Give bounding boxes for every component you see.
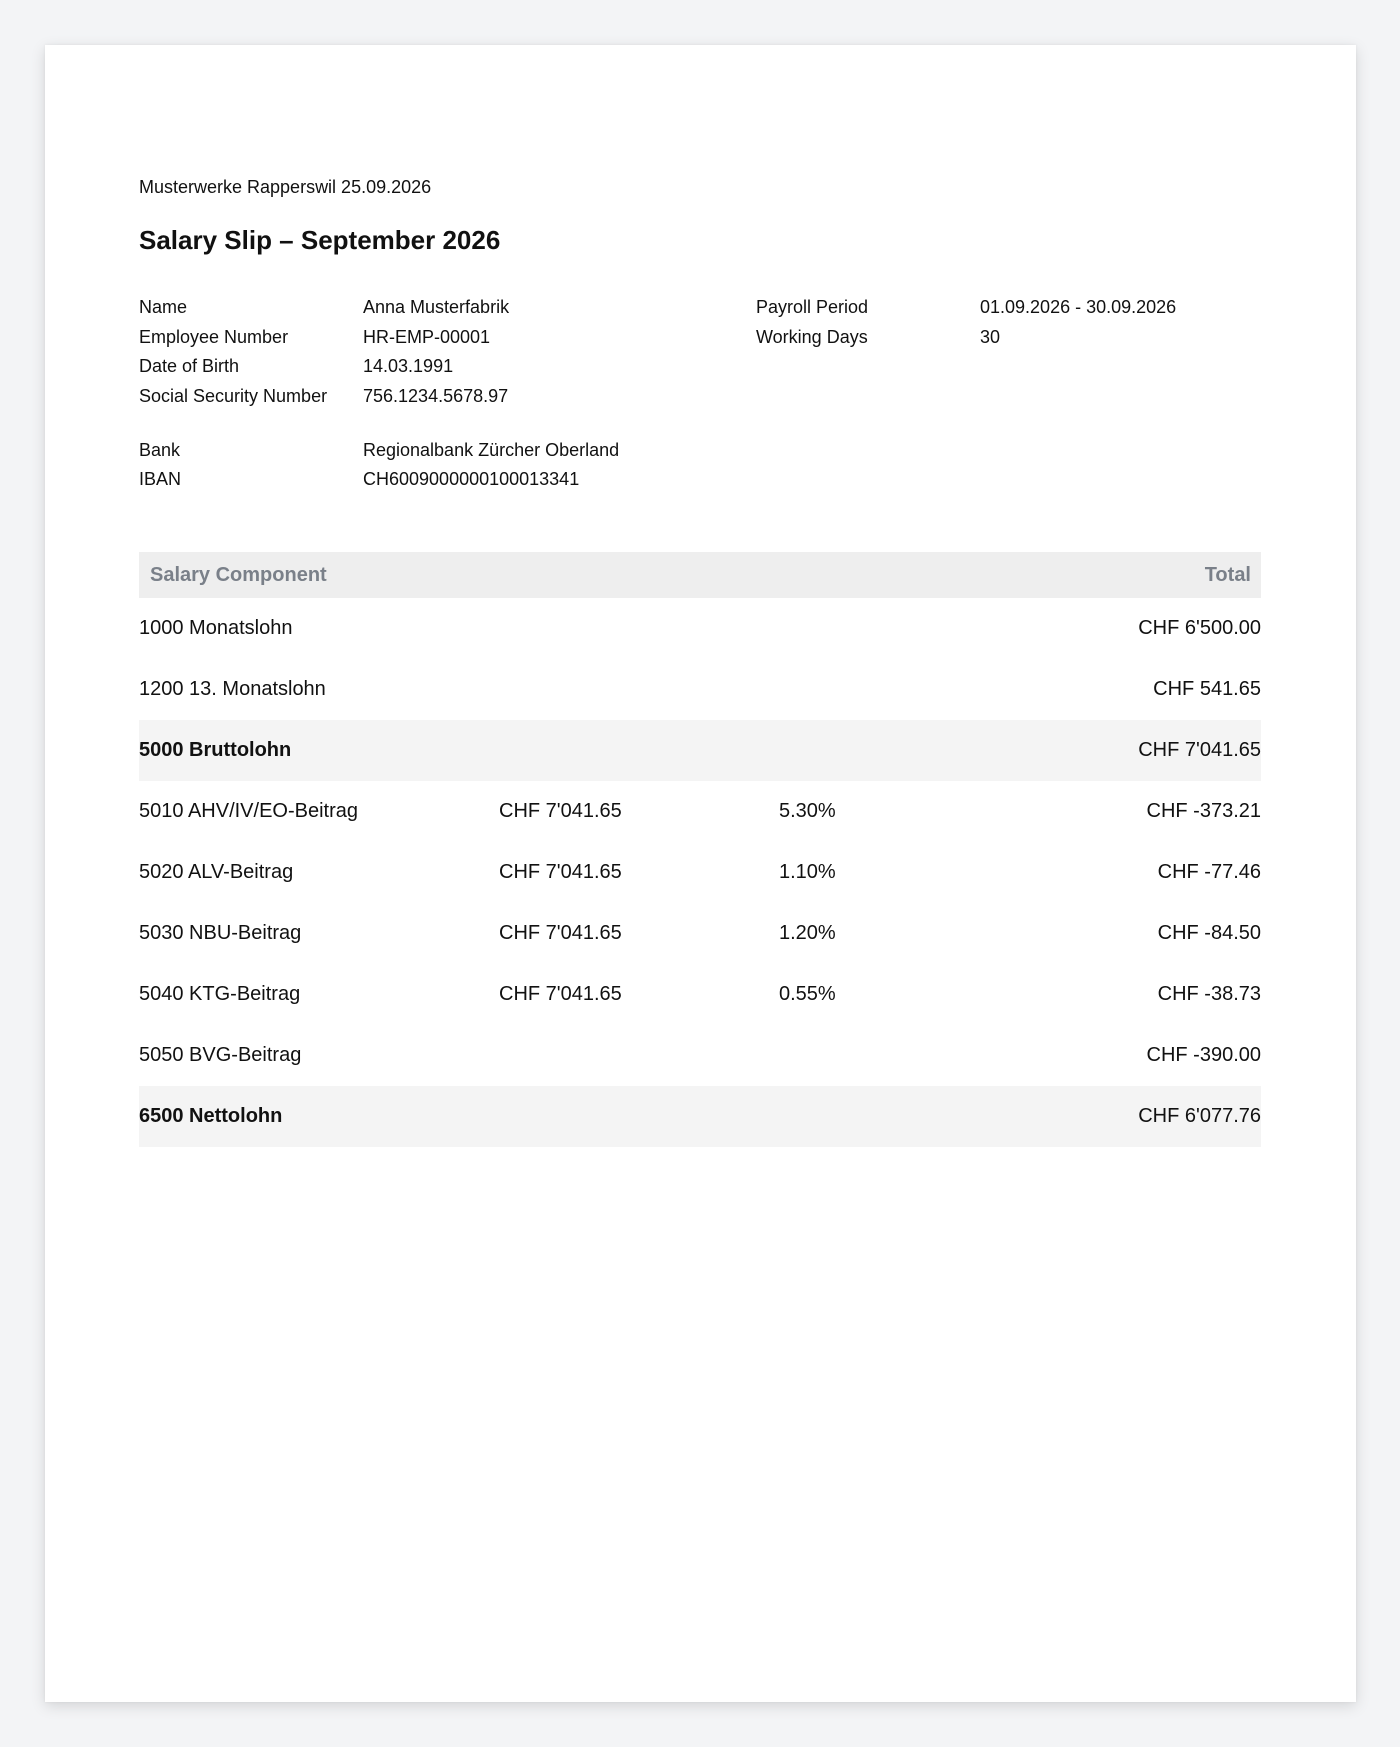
document-header-line: Musterwerke Rapperswil 25.09.2026	[139, 177, 432, 197]
info-label: IBAN	[139, 469, 182, 489]
table-row	[139, 903, 1261, 964]
salary-amount: CHF -77.46	[1157, 861, 1261, 883]
table-row	[139, 842, 1261, 903]
salary-amount: CHF -84.50	[1157, 922, 1261, 944]
employee-name: Anna Musterfabrik	[363, 297, 510, 317]
salary-amount: CHF 6'500.00	[1138, 617, 1261, 639]
salary-component: 1000 Monatslohn	[139, 617, 293, 639]
salary-amount: CHF -390.00	[1146, 1044, 1261, 1066]
salary-amount: CHF 7'041.65	[1138, 739, 1261, 761]
salary-component: 5030 NBU-Beitrag	[139, 922, 302, 944]
working-days: 30	[980, 327, 1001, 347]
salary-amount: CHF -373.21	[1146, 800, 1261, 822]
salary-component: 6500 Nettolohn	[139, 1105, 283, 1127]
table-row	[139, 781, 1261, 842]
table-row	[139, 598, 1261, 659]
social-security-number: 756.1234.5678.97	[363, 386, 509, 406]
salary-base: CHF 7'041.65	[499, 861, 622, 883]
table-row	[139, 1025, 1261, 1086]
salary-component: 5010 AHV/IV/EO-Beitrag	[139, 800, 359, 822]
info-label: Employee Number	[139, 327, 289, 347]
salary-component: 5000 Bruttolohn	[139, 739, 292, 761]
salary-rate: 1.10%	[779, 861, 836, 883]
salary-rate: 0.55%	[779, 983, 836, 1005]
salary-component: 5050 BVG-Beitrag	[139, 1044, 302, 1066]
salary-base: CHF 7'041.65	[499, 983, 622, 1005]
salary-base: CHF 7'041.65	[499, 922, 622, 944]
info-label: Name	[139, 297, 188, 317]
employee-number: HR-EMP-00001	[363, 327, 491, 347]
column-header-salary-component: Salary Component	[150, 564, 327, 586]
table-row	[139, 659, 1261, 720]
table-header	[139, 552, 1261, 598]
page-title: Salary Slip – September 2026	[139, 225, 501, 255]
iban: CH6009000000100013341	[363, 469, 580, 489]
salary-table	[139, 552, 1261, 1147]
salary-component: 5020 ALV-Beitrag	[139, 861, 294, 883]
table-row-subtotal	[139, 720, 1261, 781]
salary-amount: CHF 6'077.76	[1138, 1105, 1261, 1127]
salary-rate: 5.30%	[779, 800, 836, 822]
info-label: Payroll Period	[756, 297, 869, 317]
salary-amount: CHF 541.65	[1153, 678, 1261, 700]
bank-name: Regionalbank Zürcher Oberland	[363, 440, 620, 460]
info-label: Social Security Number	[139, 386, 328, 406]
employee-info	[139, 292, 1261, 492]
table-row-net-total	[139, 1086, 1261, 1147]
table-row	[139, 964, 1261, 1025]
payroll-period: 01.09.2026 - 30.09.2026	[980, 297, 1177, 317]
info-label: Bank	[139, 440, 181, 460]
info-label: Date of Birth	[139, 356, 240, 376]
salary-component: 1200 13. Monatslohn	[139, 678, 326, 700]
date-of-birth: 14.03.1991	[363, 356, 454, 376]
salary-component: 5040 KTG-Beitrag	[139, 983, 301, 1005]
column-header-total: Total	[1204, 564, 1251, 586]
salary-rate: 1.20%	[779, 922, 836, 944]
salary-base: CHF 7'041.65	[499, 800, 622, 822]
salary-amount: CHF -38.73	[1157, 983, 1261, 1005]
document-page	[45, 45, 1356, 1702]
info-label: Working Days	[756, 327, 868, 347]
